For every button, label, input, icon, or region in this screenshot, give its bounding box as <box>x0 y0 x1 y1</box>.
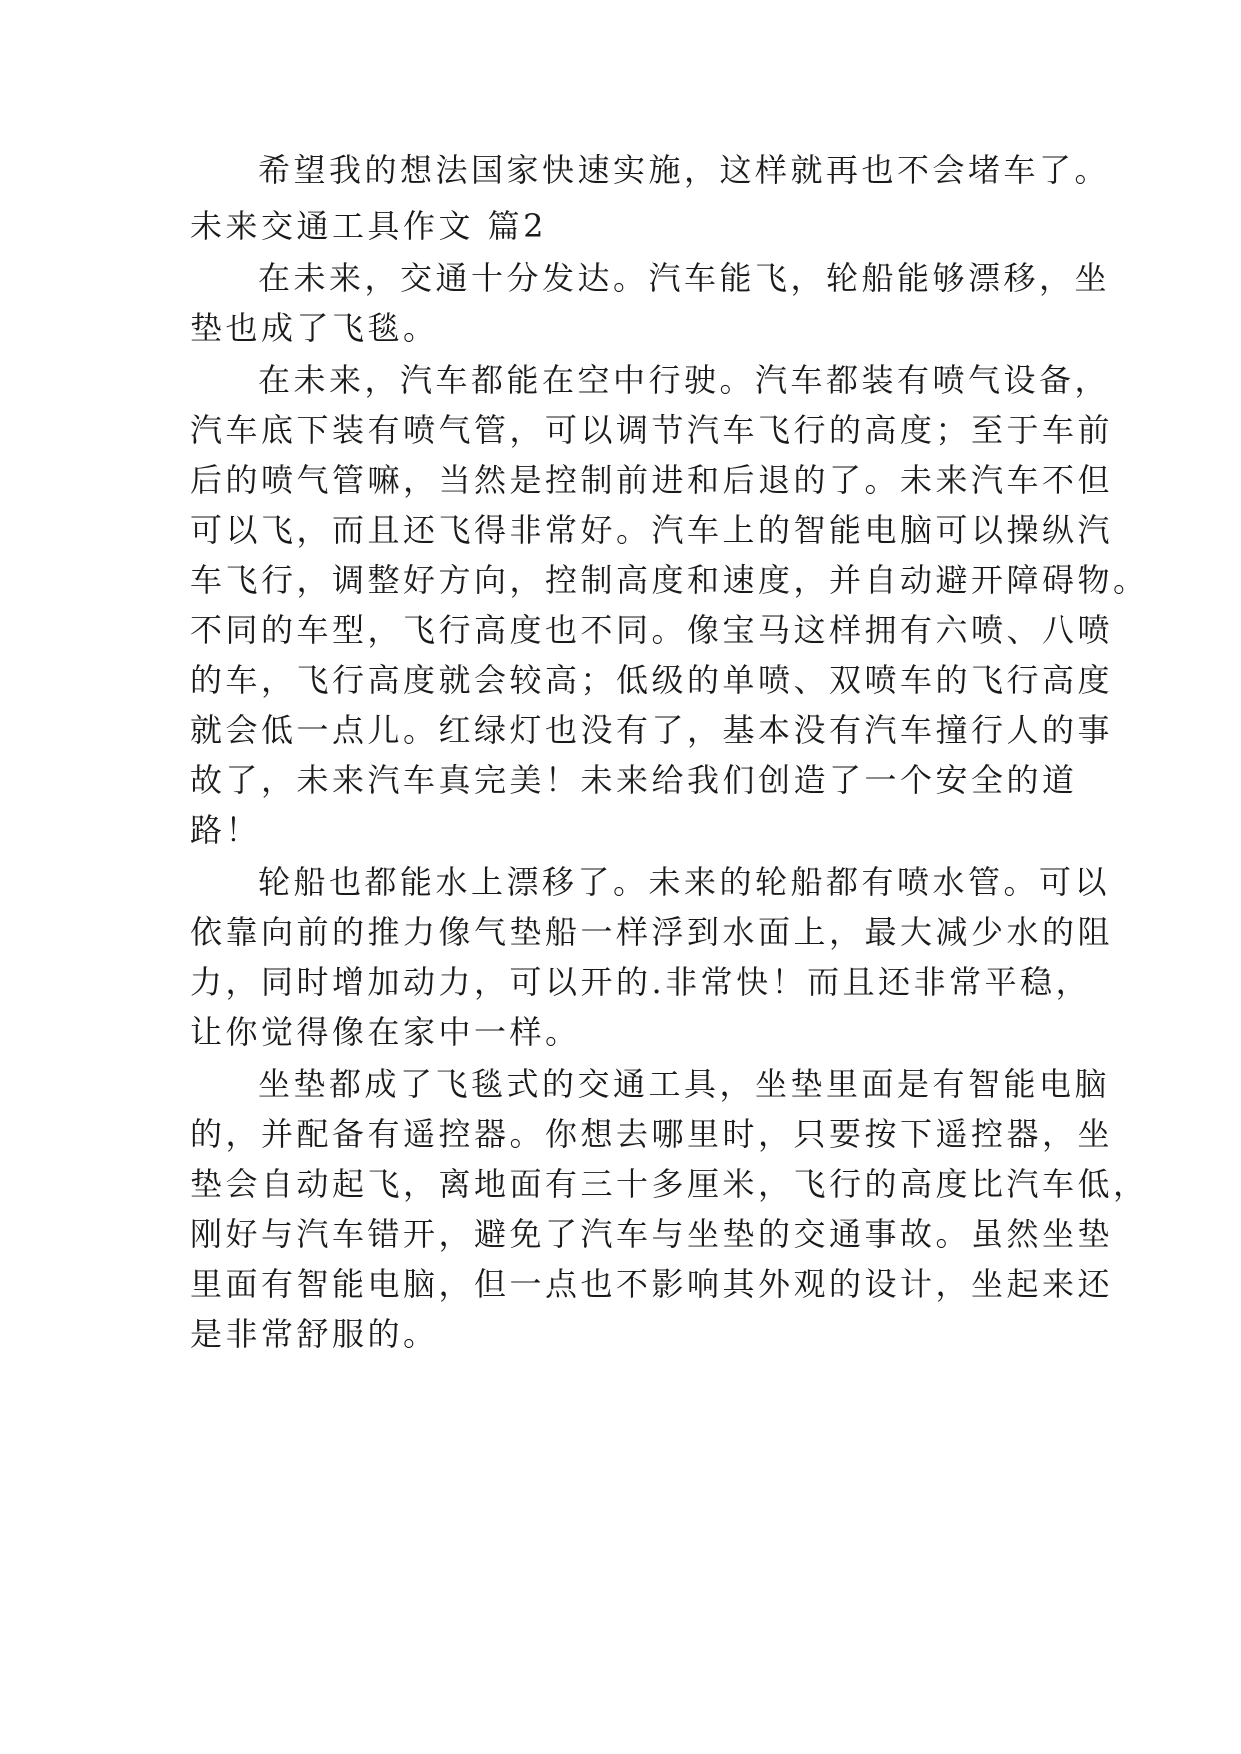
text-line: 里面有智能电脑，但一点也不影响其外观的设计，坐起来还 <box>190 1265 1114 1303</box>
text-line: 车飞行，调整好方向，控制高度和速度，并自动避开障碍物。 <box>190 561 1149 599</box>
text-line: 可以飞，而且还飞得非常好。汽车上的智能电脑可以操纵汽 <box>190 511 1114 549</box>
text-line: 故了，未来汽车真完美！未来给我们创造了一个安全的道 <box>190 761 1078 799</box>
text-line: 希望我的想法国家快速实施，这样就再也不会堵车了。 <box>258 151 1111 189</box>
text-line: 垫会自动起飞，离地面有三十多厘米，飞行的高度比汽车低， <box>190 1165 1149 1203</box>
text-line: 汽车底下装有喷气管，可以调节汽车飞行的高度；至于车前 <box>190 411 1114 449</box>
text-line: 力，同时增加动力，可以开的.非常快！而且还非常平稳， <box>190 963 1092 1001</box>
text-line: 轮船也都能水上漂移了。未来的轮船都有喷水管。可以 <box>258 863 1111 901</box>
text-line: 在未来，交通十分发达。汽车能飞，轮船能够漂移，坐 <box>258 259 1111 297</box>
text-line: 不同的车型，飞行高度也不同。像宝马这样拥有六喷、八喷 <box>190 611 1114 649</box>
text-line: 是非常舒服的。 <box>190 1315 439 1353</box>
text-line: 让你觉得像在家中一样。 <box>190 1013 581 1051</box>
text-line: 后的喷气管嘛，当然是控制前进和后退的了。未来汽车不但 <box>190 461 1114 499</box>
text-line: 路！ <box>190 811 262 849</box>
text-line: 垫也成了飞毯。 <box>190 309 439 347</box>
text-line: 坐垫都成了飞毯式的交通工具，坐垫里面是有智能电脑 <box>258 1065 1111 1103</box>
text-line: 依靠向前的推力像气垫船一样浮到水面上，最大减少水的阻 <box>190 913 1114 951</box>
section-heading: 未来交通工具作文 篇2 <box>190 207 548 245</box>
text-line: 刚好与汽车错开，避免了汽车与坐垫的交通事故。虽然坐垫 <box>190 1215 1114 1253</box>
text-line: 在未来，汽车都能在空中行驶。汽车都装有喷气设备， <box>258 361 1111 399</box>
text-line: 就会低一点儿。红绿灯也没有了，基本没有汽车撞行人的事 <box>190 711 1114 749</box>
text-line: 的，并配备有遥控器。你想去哪里时，只要按下遥控器，坐 <box>190 1115 1114 1153</box>
text-line: 的车，飞行高度就会较高；低级的单喷、双喷车的飞行高度 <box>190 661 1114 699</box>
